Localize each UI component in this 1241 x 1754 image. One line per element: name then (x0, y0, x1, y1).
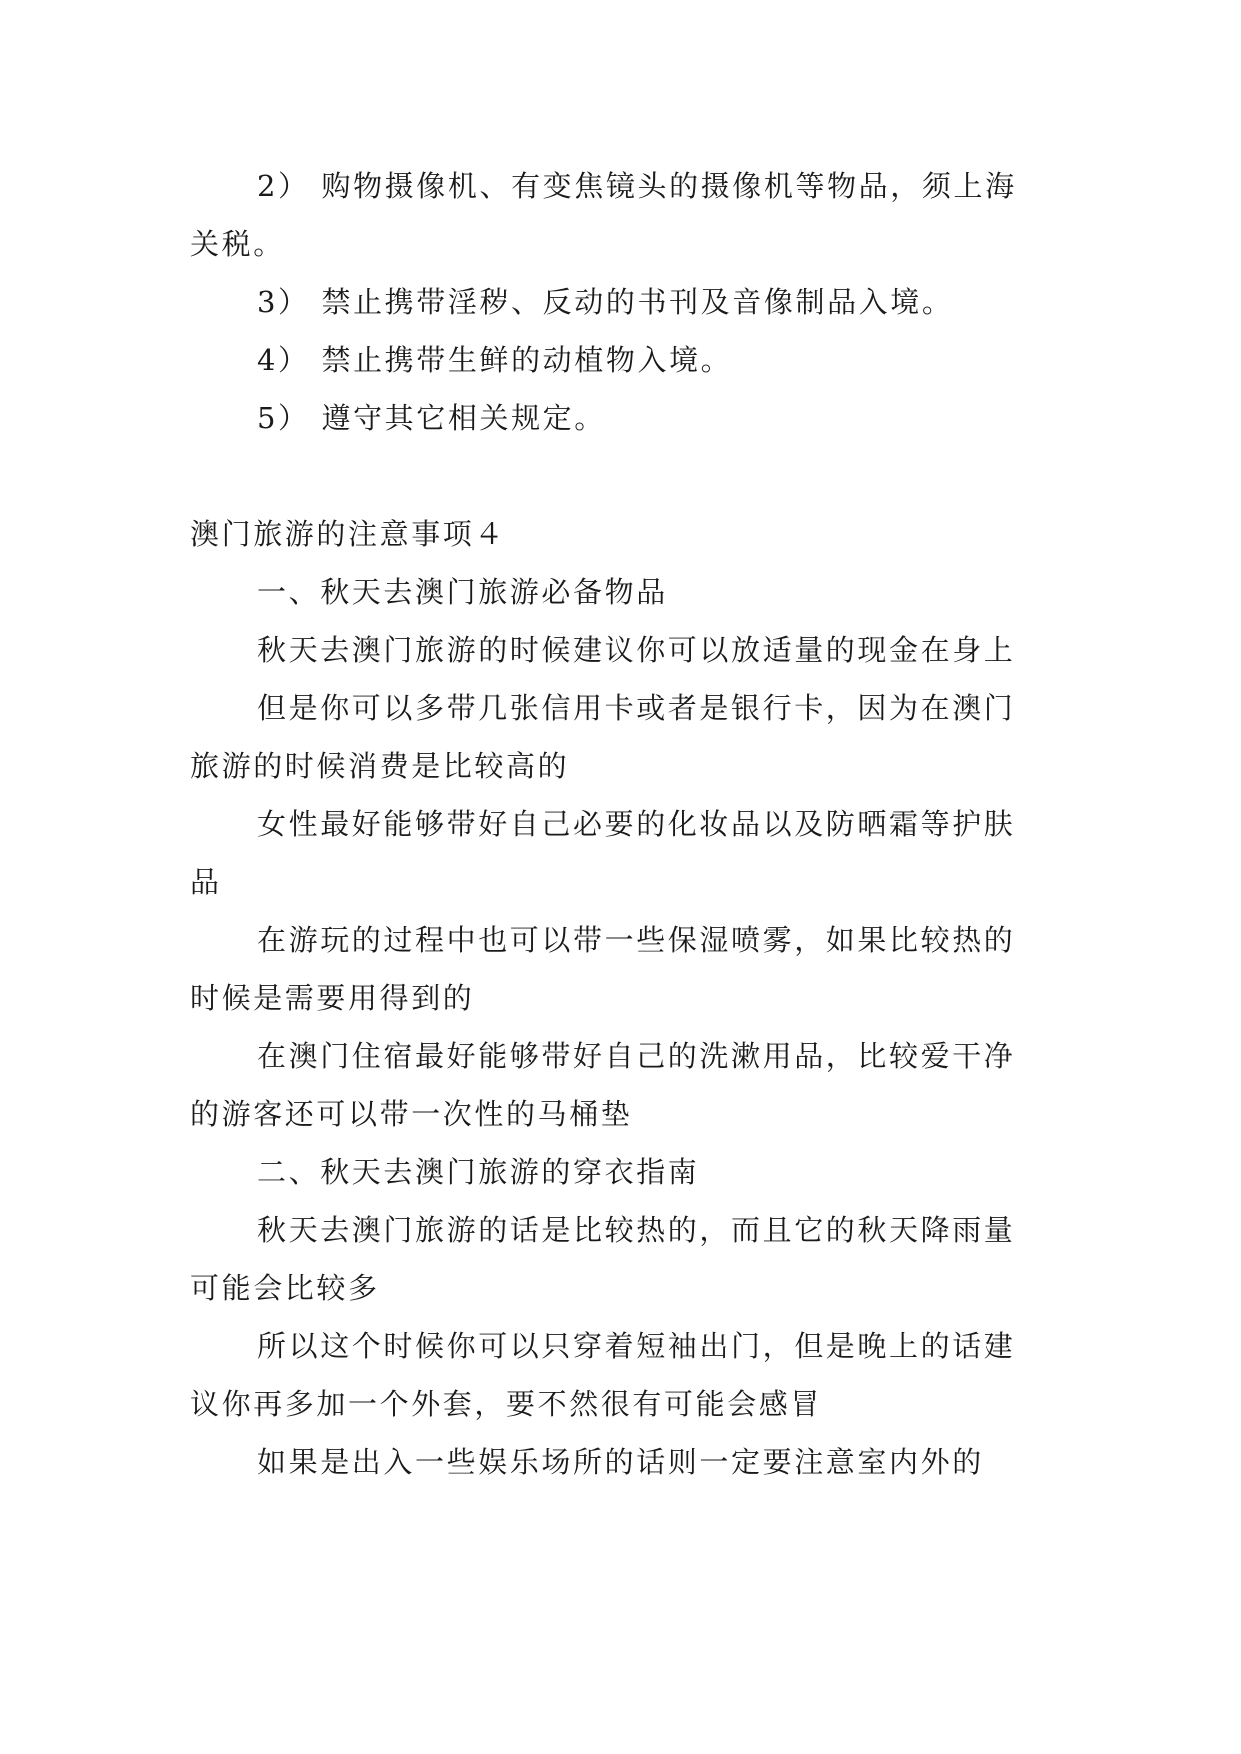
paragraph-jacket: 所以这个时候你可以只穿着短袖出门，但是晚上的话建议你再多加一个外套，要不然很有可能会感冒 (190, 1329, 1016, 1421)
paragraph-entertainment: 如果是出入一些娱乐场所的话则一定要注意室内外的 (257, 1445, 984, 1479)
paragraph-gap (190, 447, 1046, 505)
paragraph-cards: 但是你可以多带几张信用卡或者是银行卡，因为在澳门旅游的时候消费是比较高的 (190, 691, 1016, 783)
subheading-items: 一、秋天去澳门旅游必备物品 (257, 575, 668, 609)
subheading-clothing: 二、秋天去澳门旅游的穿衣指南 (257, 1155, 700, 1189)
section-title: 澳门旅游的注意事项４ (190, 517, 507, 551)
paragraph-item-4: 4） 禁止携带生鲜的动植物入境。 (257, 343, 733, 377)
paragraph-cosmetics: 女性最好能够带好自己必要的化妆品以及防晒霜等护肤品 (190, 807, 1016, 899)
paragraph-weather: 秋天去澳门旅游的话是比较热的，而且它的秋天降雨量可能会比较多 (190, 1213, 1016, 1305)
paragraph-toiletries: 在澳门住宿最好能够带好自己的洗漱用品，比较爱干净的游客还可以带一次性的马桶垫 (190, 1039, 1016, 1131)
paragraph-item-3: 3） 禁止携带淫秽、反动的书刊及音像制品入境。 (257, 285, 954, 319)
paragraph-item-5: 5） 遵守其它相关规定。 (257, 401, 606, 435)
paragraph-spray: 在游玩的过程中也可以带一些保湿喷雾，如果比较热的时候是需要用得到的 (190, 923, 1016, 1015)
document-body (190, 157, 1046, 1491)
paragraph-item-2: 2） 购物摄像机、有变焦镜头的摄像机等物品，须上海关税。 (190, 169, 1017, 261)
paragraph-cash: 秋天去澳门旅游的时候建议你可以放适量的现金在身上 (257, 633, 1016, 667)
